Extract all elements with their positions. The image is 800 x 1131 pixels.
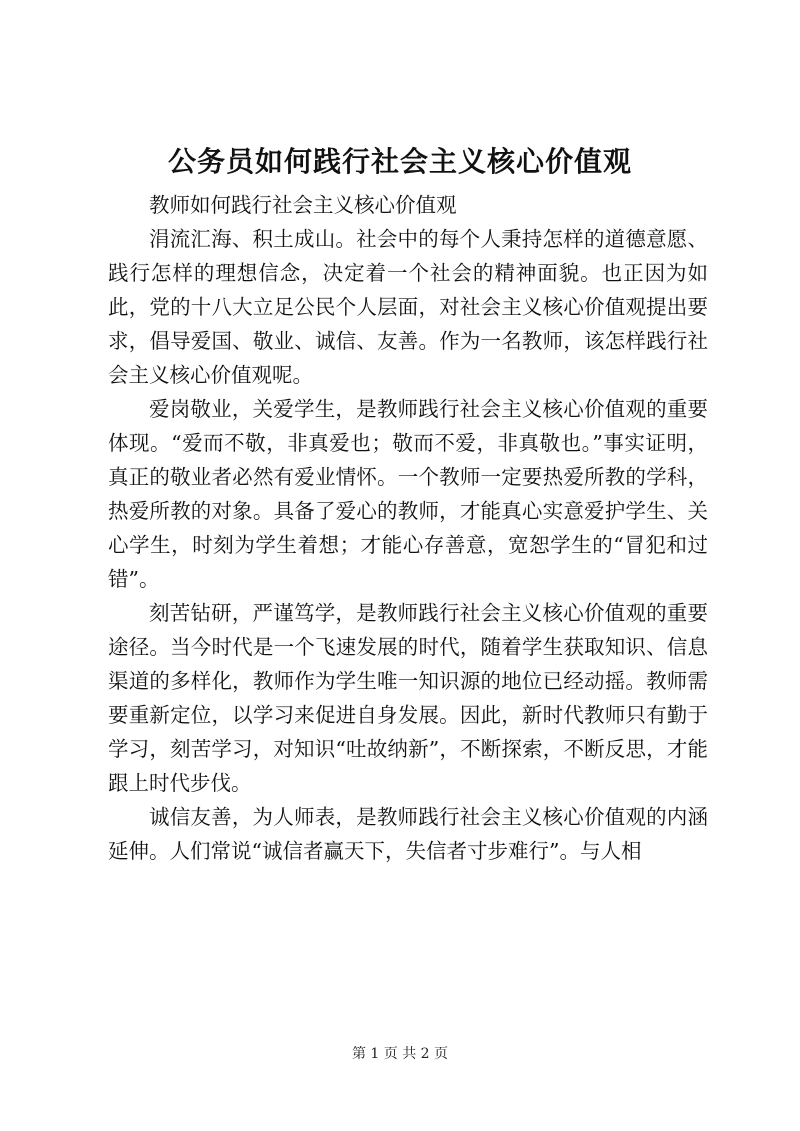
paragraph-1: 涓流汇海、积土成山。社会中的每个人秉持怎样的道德意愿、践行怎样的理想信念，决定着一个社会的精神面貌。也正因为如此，党的十八大立足公民个人层面，对社会主义核心价值观提出要求，倡导爱国、敬业、诚信、友善。作为一名教师，该怎样践行社会主义核心价值观呢。 [108,227,708,387]
paragraph-3: 刻苦钻研，严谨笃学，是教师践行社会主义核心价值观的重要途径。当今时代是一个飞速发展的时代，随着学生获取知识、信息渠道的多样化，教师作为学生唯一知识源的地位已经动摇。教师需要重新定位，以学习来促进自身发展。因此，新时代教师只有勤于学习，刻苦学习，对知识“吐故纳新”，不断探索，不断反思，才能跟上时代步伐。 [108,601,708,795]
paragraph-4: 诚信友善，为人师表，是教师践行社会主义核心价值观的内涵延伸。人们常说“诚信者赢天下，失信者寸步难行”。与人相 [108,805,708,863]
document-body [108,188,708,868]
page-footer: 第 1 页 共 2 页 [351,1046,449,1062]
document-title: 公务员如何践行社会主义核心价值观 [167,145,632,178]
document-subtitle: 教师如何践行社会主义核心价值观 [149,193,457,217]
paragraph-2: 爱岗敬业，关爱学生，是教师践行社会主义核心价值观的重要体现。“爱而不敬，非真爱也；敬而不爱，非真敬也。”事实证明，真正的敬业者必然有爱业情怀。一个教师一定要热爱所教的学科，热爱所教的对象。具备了爱心的教师，才能真心实意爱护学生、关心学生，时刻为学生着想；才能心存善意，宽恕学生的“冒犯和过错”。 [108,397,708,591]
